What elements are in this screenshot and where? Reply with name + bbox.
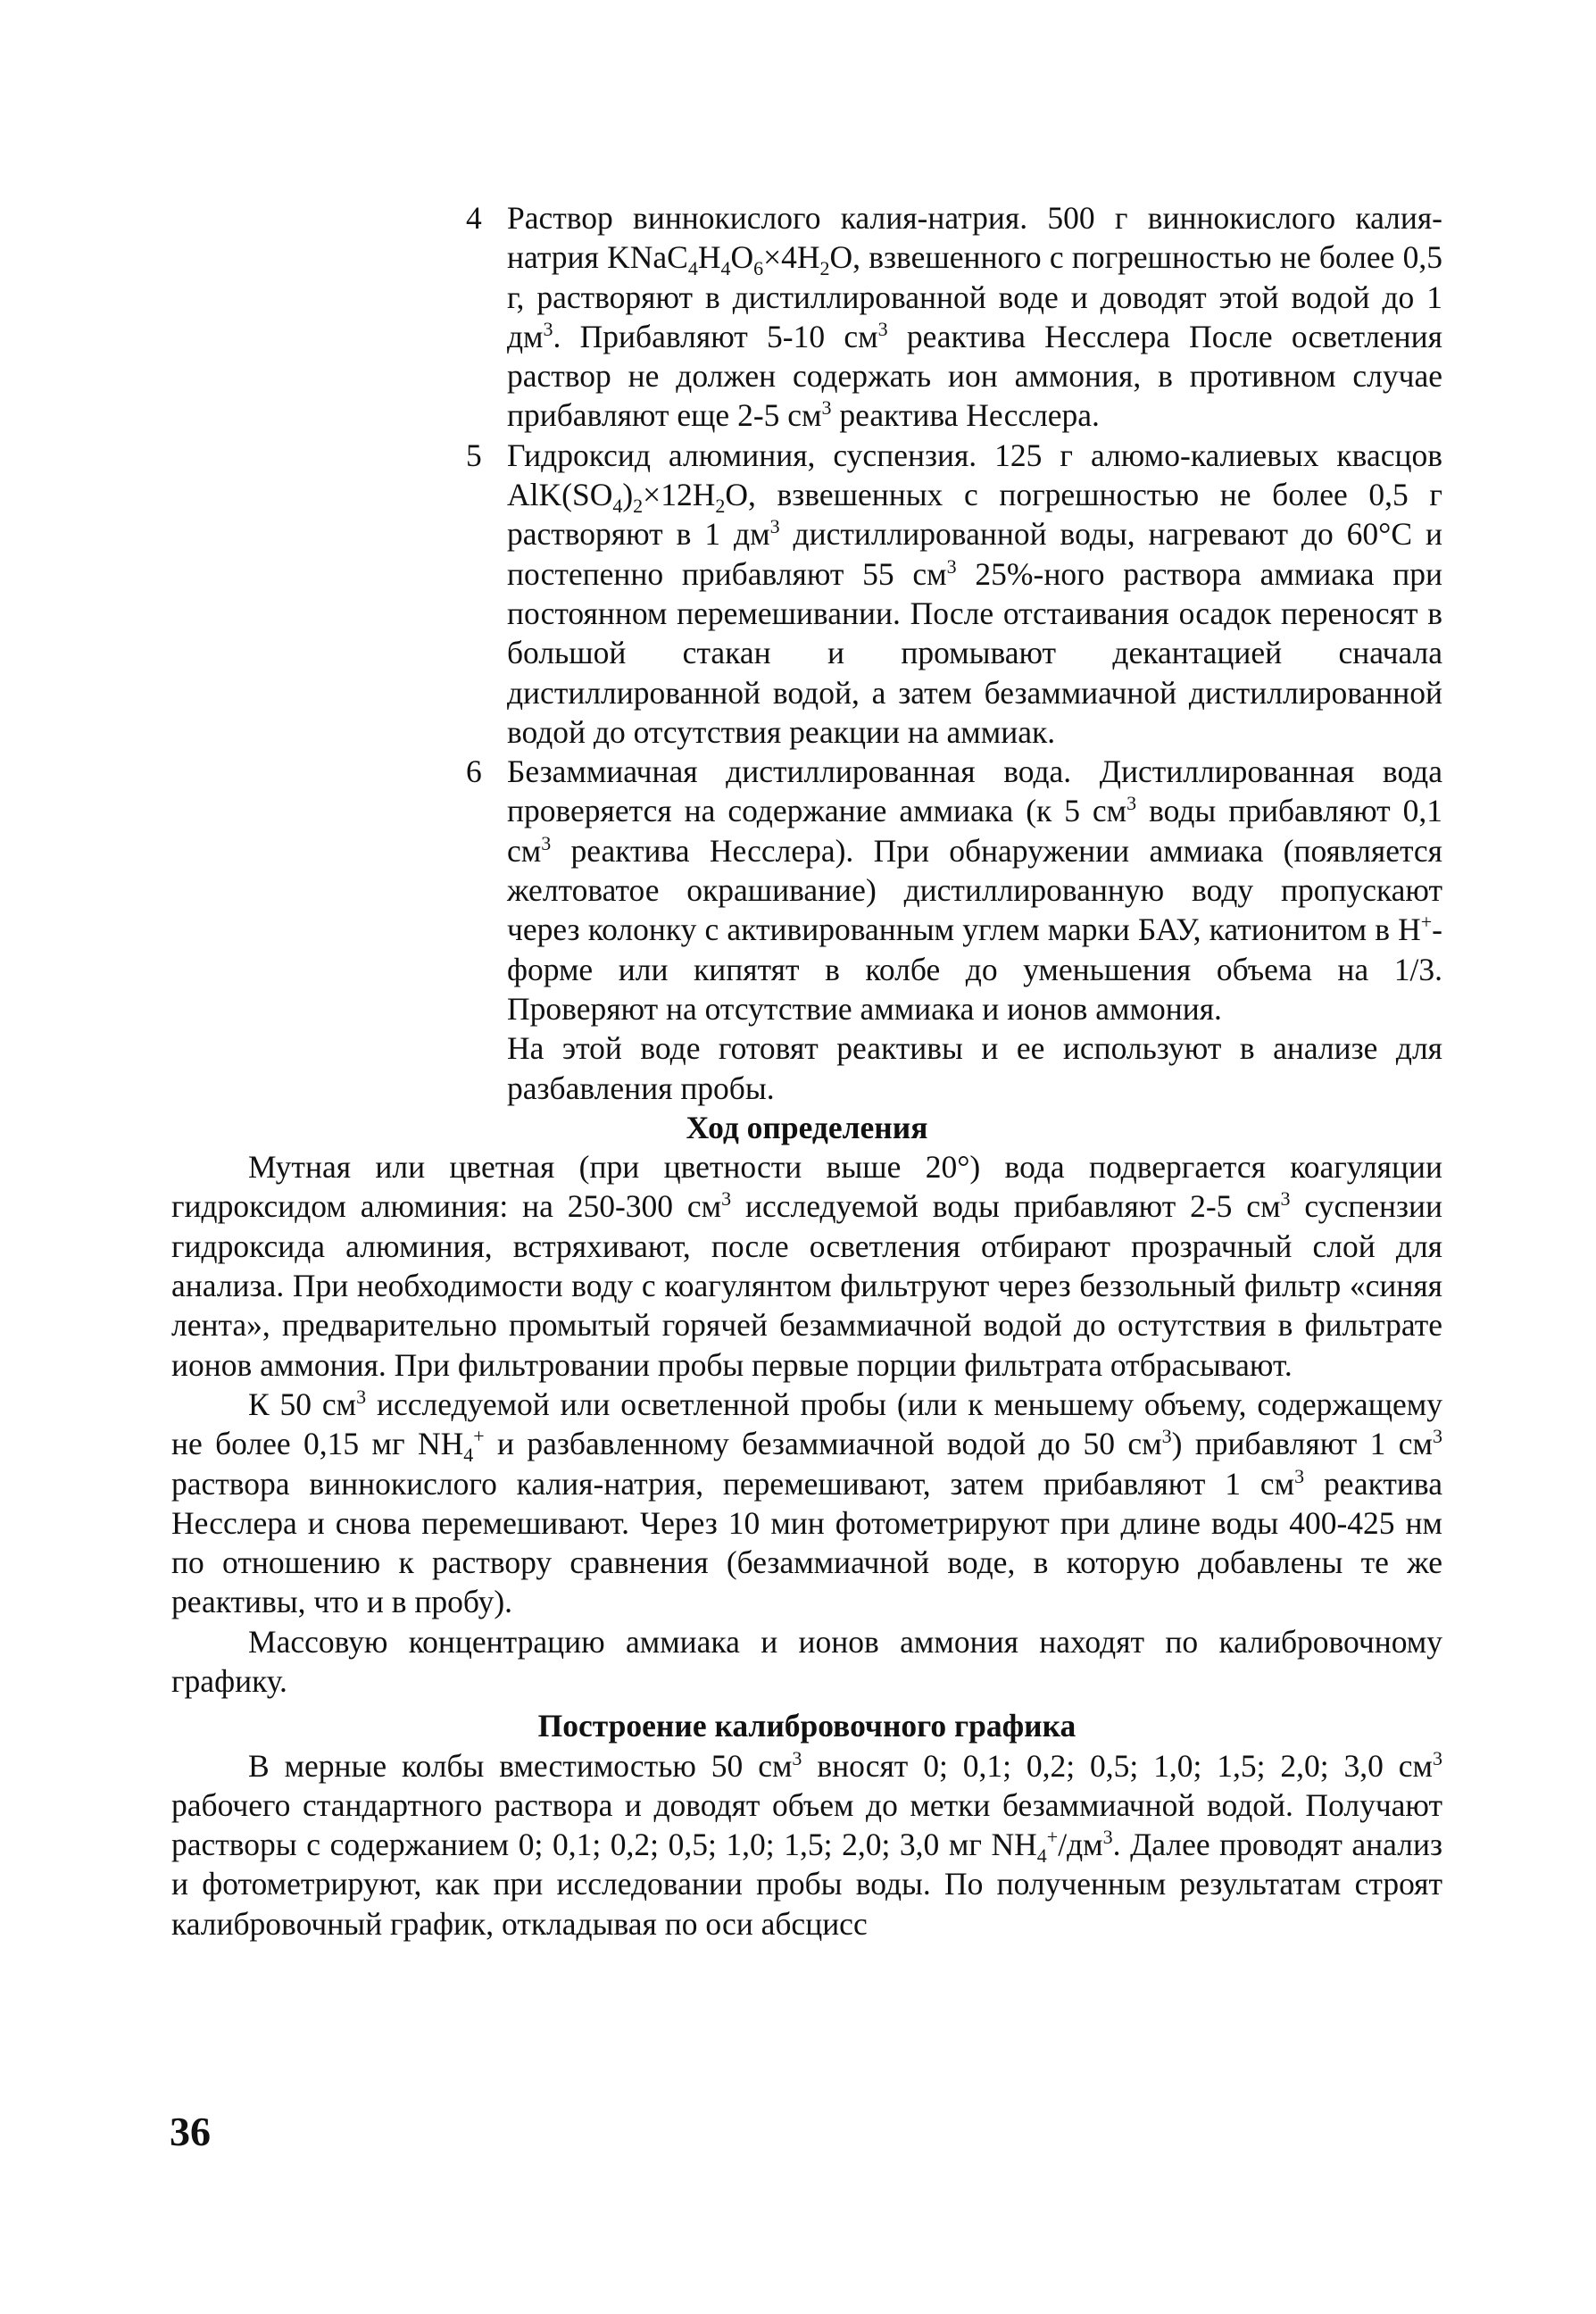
- item-number: 5: [466, 437, 482, 473]
- procedure-paragraph: Массовую концентрацию аммиака и ионов аммония находят по калибровочному графику.: [171, 1623, 1442, 1699]
- item-6-note: На этой воде готовят реактивы и ее используют в анализе для разбавления пробы.: [507, 1030, 1442, 1106]
- item-text: Безаммиачная дистиллированная вода. Дистиллированная вода проверяется на содержание аммиака (к 5 $см^3$ воды прибавляют 0,1 $см^3$ реактива Несслера). При обнаружении аммиака (появляется желтоватое окрашивание) дистиллированную воду пропускают через колонку с активированным углем марки БАУ, катионитом в H+-форме или кипятят в колбе до уменьшения объема на 1/3. Проверяют на отсутствие аммиака и ионов аммония.: [507, 753, 1442, 1027]
- item-number: 4: [466, 200, 482, 236]
- procedure-paragraph: К 50 $см^3$ исследуемой или осветленной пробы (или к меньшему объему, содержащему не более 0,15 мг $NH_4^+$ и разбавленному безаммиачной водой до 50 $см^3$) прибавляют 1 $см^3$ раствора виннокислого калия-натрия, перемешивают, затем прибавляют 1 $см^3$ реактива Несслера и снова перемешивают. Через 10 мин фотометрируют при длине воды 400-425 нм по отношению к раствору сравнения (безаммиачной воде, в которую добавлены те же реактивы, что и в пробу).: [171, 1386, 1442, 1620]
- item-text: Раствор виннокислого калия-натрия. 500 г виннокислого калия-натрия $KNaC_4H_4O_6\times 4H_2O$, взвешенного с погрешностью не более 0,5 г, растворяют в дистиллированной воде и доводят этой водой до 1 $дм^3$. Прибавляют 5-10 $см^3$ реактива Несслера После осветления раствор не должен содержать ион аммония, в противном случае прибавляют еще 2-5 $см^3$ реактива Несслера.: [507, 200, 1442, 434]
- reagent-item-5: [466, 436, 1443, 752]
- calibration-paragraph: В мерные колбы вместимостью 50 $см^3$ вносят 0; 0,1; 0,2; 0,5; 1,0; 1,5; 2,0; 3,0 $см^3$ рабочего стандартного раствора и доводят объем до метки безаммиачной водой. Получают растворы с содержанием 0; 0,1; 0,2; 0,5; 1,0; 1,5; 2,0; 3,0 мг $NH_4^+/дм^3$. Далее проводят анализ и фотометрируют, как при исследовании пробы воды. По полученным результатам строят калибровочный график, откладывая по оси абсцисс: [171, 1746, 1442, 1942]
- text-column: [171, 198, 1442, 1944]
- section-heading-procedure: Ход определения: [686, 1109, 928, 1145]
- section-heading-calibration: Построение калибровочного графика: [537, 1708, 1076, 1744]
- reagent-item-4: [466, 198, 1442, 436]
- page-number: 36: [170, 2109, 211, 2154]
- procedure-paragraph: Мутная или цветная (при цветности выше 20°) вода подвергается коагуляции гидроксидом алюминия: на 250-300 $см^3$ исследуемой воды прибавляют 2-5 $см^3$ суспензии гидроксида алюминия, встряхивают, после осветления отбирают прозрачный слой для анализа. При необходимости воду с коагулянтом фильтруют через беззольный фильтр «синяя лента», предварительно промытый горячей безаммиачной водой до остутствия в фильтрате ионов аммония. При фильтровании пробы первые порции фильтрата отбрасывают.: [171, 1149, 1442, 1383]
- item-number: 6: [466, 753, 482, 790]
- reagent-item-6: [466, 752, 1442, 1028]
- item-text: Гидроксид алюминия, суспензия. 125 г алюмо-калиевых квасцов $AlK(SO_4)_2\times 12H_2O$, взвешенных с погрешностью не более 0,5 г растворяют в 1 $дм^3$ дистиллированной воды, нагревают до 60°С и постепенно прибавляют 55 $см^3$ 25%-ного раствора аммиака при постоянном перемешивании. После отстаивания осадок переносят в большой стакан и промывают декантацией сначала дистиллированной водой, а затем безаммиачной дистиллированной водой до отсутствия реакции на аммиак.: [507, 437, 1443, 750]
